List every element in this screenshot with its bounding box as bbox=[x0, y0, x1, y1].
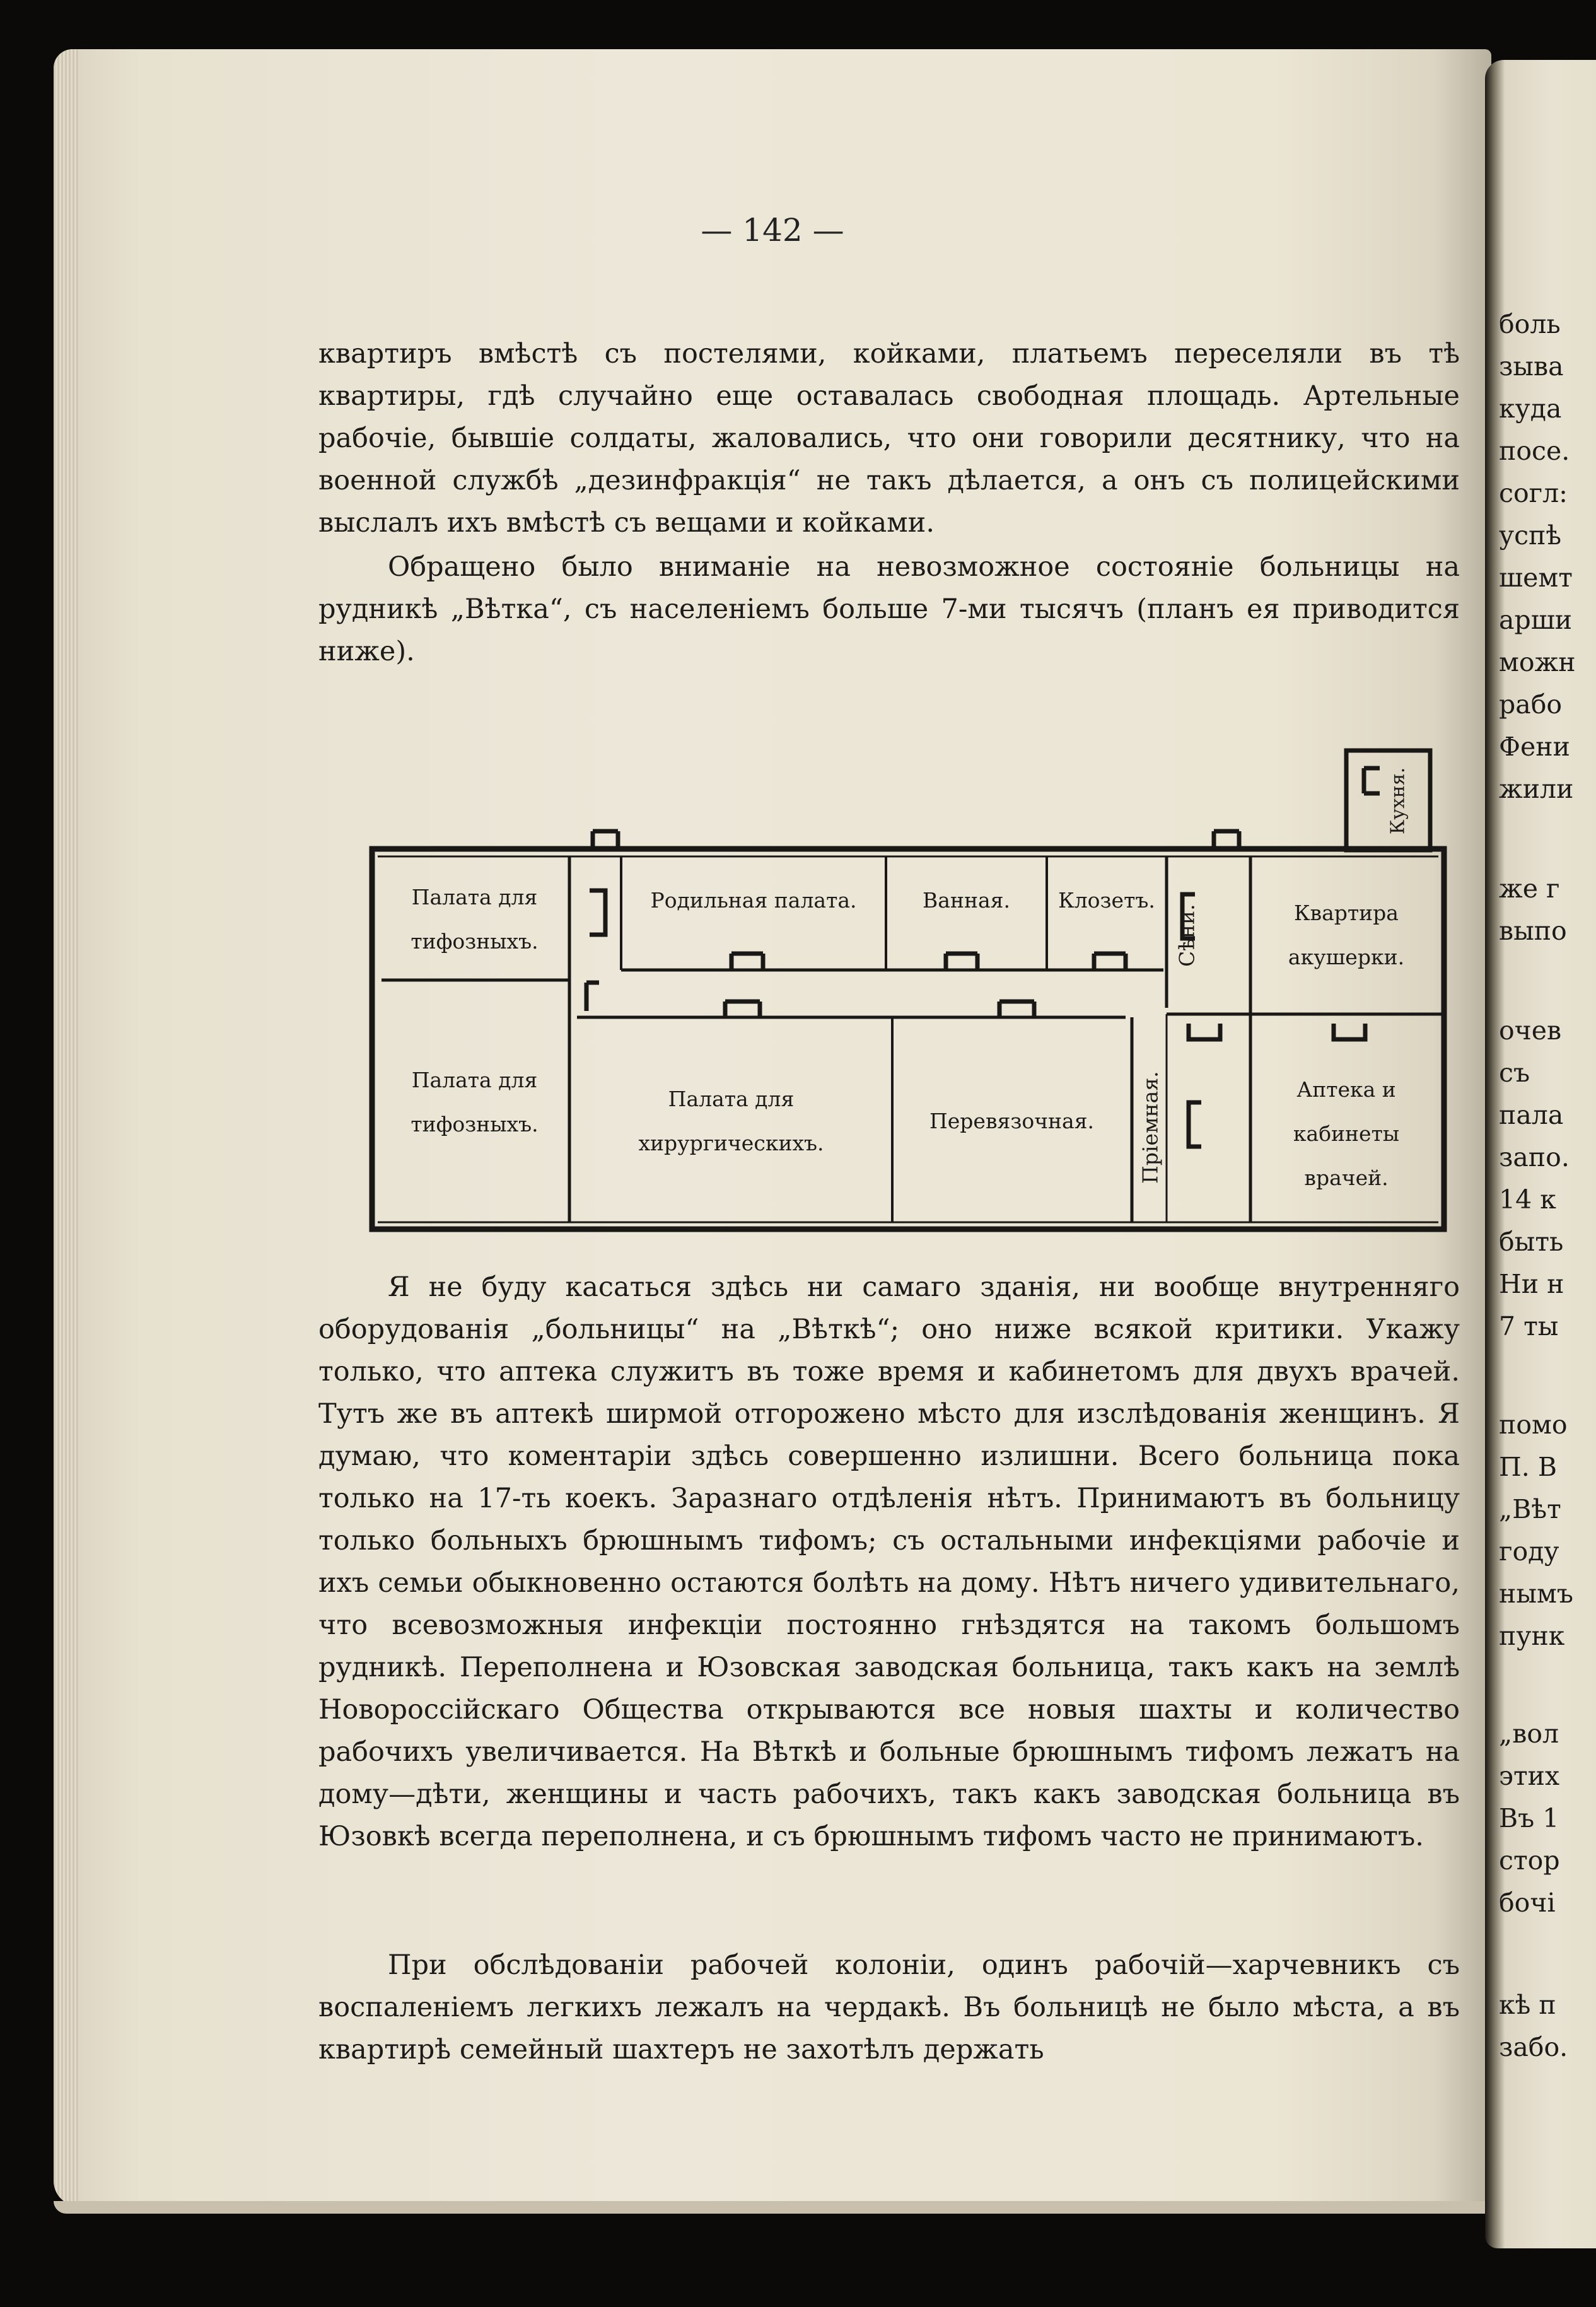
facing-text-fragment: куда bbox=[1499, 394, 1562, 424]
facing-text-fragment: же г bbox=[1499, 873, 1560, 904]
facing-text-fragment: быть bbox=[1499, 1227, 1564, 1257]
facing-text-fragment: П. В bbox=[1499, 1452, 1557, 1482]
facing-text-fragment: арши bbox=[1499, 605, 1573, 635]
book-page bbox=[54, 49, 1491, 2206]
facing-text-fragment: очев bbox=[1499, 1015, 1562, 1046]
facing-text-fragment: зыва bbox=[1499, 351, 1564, 382]
facing-text-fragment: жили bbox=[1499, 774, 1574, 804]
facing-text-fragment: нымъ bbox=[1499, 1579, 1573, 1609]
facing-text-fragment: выпо bbox=[1499, 916, 1567, 946]
facing-text-fragment: боль bbox=[1499, 309, 1561, 339]
paragraph-4: При обслѣдованіи рабочей колоніи, одинъ рабочій—харчевникъ съ воспаленіемъ легкихъ лежалъ на чердакѣ. Въ больницѣ не было мѣста, а въ квартирѣ семейный шахтеръ не захотѣлъ держать bbox=[318, 1949, 1460, 2065]
room-vestibule: Сѣни. bbox=[1174, 904, 1199, 967]
paragraph-2: Обращено было вниманіе на невозможное состояніе больницы на рудникѣ „Вѣтка“, съ населеніемъ больше 7-ми тысячъ (планъ ея приводится ниже). bbox=[318, 551, 1460, 667]
facing-text-fragment: Ни н bbox=[1499, 1269, 1564, 1299]
paragraph-1: квартиръ вмѣстѣ съ постелями, койками, платьемъ переселяли въ тѣ квартиры, гдѣ случайно еще оставалась свободная площадь. Артельные рабочіе, бывшіе солдаты, жаловались, что они говорили десятнику, что на военной службѣ „дезинфракція“ не такъ дѣлается, а онъ съ полицейскими выслалъ ихъ вмѣстѣ съ вещами и койками. bbox=[318, 338, 1460, 539]
page-bottom-edge bbox=[54, 2201, 1491, 2214]
door-symbol bbox=[946, 954, 977, 969]
facing-text-fragment: кѣ п bbox=[1499, 1990, 1556, 2020]
facing-text-fragment: помо bbox=[1499, 1410, 1568, 1440]
facing-text-fragment: пала bbox=[1499, 1100, 1564, 1130]
door-symbol bbox=[725, 1002, 760, 1017]
door-symbol bbox=[590, 891, 605, 935]
door-symbol bbox=[999, 1002, 1034, 1017]
facing-text-fragment: стор bbox=[1499, 1845, 1560, 1876]
facing-text-fragment: забо. bbox=[1499, 2032, 1568, 2062]
room-typhoid-ward-2: Палата для тифозныхъ. bbox=[411, 1068, 539, 1136]
paragraph-3: Я не буду касаться здѣсь ни самаго зданія, ни вообще внутренняго оборудованія „больницы“ на „Вѣткѣ“; оно ниже всякой критики. Укажу только, что аптека служитъ въ тоже время и кабинетомъ для двухъ врачей. Тутъ же въ аптекѣ ширмой отгорожено мѣсто для изслѣдованія женщинъ. Я думаю, что коментаріи здѣсь совершенно излишни. Всего больница пока только на 17-ть коекъ. Заразнаго отдѣленія нѣтъ. Принимаютъ въ больницу только больныхъ брюшнымъ тифомъ; съ остальными инфекціями рабочіе и ихъ семьи обыкновенно остаются болѣть на дому. Нѣтъ ничего удивительнаго, что всевозможныя инфекціи постоянно гнѣздятся на такомъ большомъ рудникѣ. Переполнена и Юзовская заводская больница, такъ какъ на землѣ Новороссійскаго Общества открываются все новыя шахты и количество рабочихъ увеличивается. На Вѣткѣ и больные брюшнымъ тифомъ лежатъ на дому—дѣти, женщины и часть рабочихъ, такъ какъ заводская больница въ Юзовкѣ всегда переполнена, и съ брюшнымъ тифомъ часто не принимаютъ. bbox=[318, 1271, 1460, 1852]
facing-text-fragment: можн bbox=[1499, 647, 1576, 677]
door-symbol bbox=[1189, 1024, 1220, 1039]
room-bath: Ванная. bbox=[923, 888, 1010, 913]
facing-text-fragment: пунк bbox=[1499, 1621, 1565, 1651]
room-kitchen: Кухня. bbox=[1387, 767, 1409, 835]
facing-text-fragment: „Вѣт bbox=[1499, 1494, 1561, 1524]
facing-text-fragment: „вол bbox=[1499, 1719, 1559, 1749]
facing-text-fragment: шемт bbox=[1499, 563, 1573, 593]
page-edge bbox=[54, 49, 79, 2206]
door-symbol bbox=[593, 831, 618, 847]
door-symbol bbox=[1334, 1024, 1365, 1039]
room-typhoid-ward-1: Палата для тифозныхъ. bbox=[411, 885, 539, 954]
door-symbol bbox=[1214, 831, 1239, 847]
facing-text-fragment: съ bbox=[1499, 1058, 1530, 1088]
door-symbol bbox=[586, 983, 599, 1011]
facing-text-fragment: посе. bbox=[1499, 436, 1570, 466]
facing-text-fragment: 14 к bbox=[1499, 1184, 1556, 1215]
door-symbol bbox=[1189, 1102, 1201, 1147]
facing-text-fragment: запо. bbox=[1499, 1142, 1570, 1172]
facing-text-fragment: Въ 1 bbox=[1499, 1803, 1559, 1833]
door-symbol bbox=[731, 954, 763, 969]
room-surgical-ward: Палата для хирургическихъ. bbox=[638, 1087, 824, 1155]
room-pharmacy-and-offices: Аптека и кабинеты врачей. bbox=[1293, 1077, 1400, 1190]
facing-text-fragment: согл: bbox=[1499, 478, 1568, 508]
page-number: — 142 — bbox=[701, 212, 844, 248]
facing-text-fragment: Фени bbox=[1499, 732, 1570, 762]
facing-text-fragment: этих bbox=[1499, 1761, 1560, 1791]
hospital-floor-plan bbox=[369, 743, 1453, 1235]
facing-text-fragment: рабо bbox=[1499, 689, 1563, 720]
facing-text-fragment: бочі bbox=[1499, 1888, 1556, 1918]
room-maternity: Родильная палата. bbox=[650, 888, 857, 913]
facing-text-fragment: году bbox=[1499, 1536, 1559, 1567]
facing-page bbox=[1485, 60, 1596, 2248]
facing-text-fragment: 7 ты bbox=[1499, 1311, 1559, 1341]
room-midwife-apartment: Квартира акушерки. bbox=[1288, 901, 1405, 969]
room-closet: Клозетъ. bbox=[1058, 888, 1155, 913]
facing-text-fragment: успѣ bbox=[1499, 520, 1562, 551]
room-reception: Пріемная. bbox=[1138, 1071, 1163, 1184]
room-dressing: Перевязочная. bbox=[929, 1109, 1095, 1133]
door-symbol bbox=[1094, 954, 1126, 969]
